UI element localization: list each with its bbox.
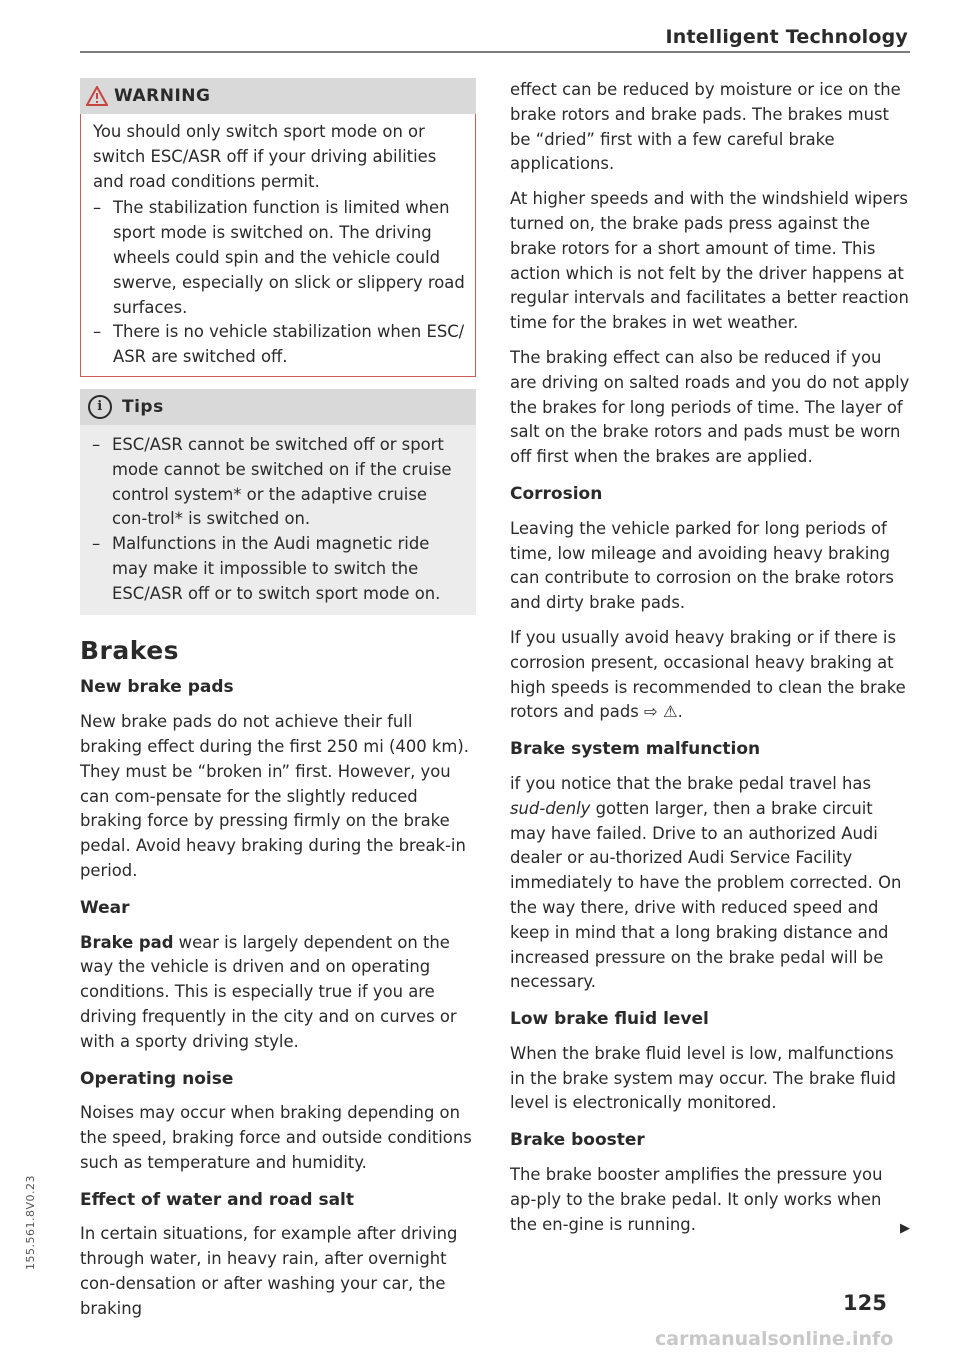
list-item: – There is no vehicle stabilization when ESC/ ASR are switched off. xyxy=(93,320,465,370)
right-column xyxy=(510,78,910,1247)
paragraph: When the brake fluid level is low, malfunctions in the brake system may occur. The brake fluid level is electronically monitored. xyxy=(510,1043,896,1113)
italic-term: sud-denly xyxy=(510,798,591,818)
watermark: carmanualsonline.info xyxy=(655,1328,894,1350)
warning-title: WARNING xyxy=(114,85,211,106)
section-title: Brakes xyxy=(80,635,180,665)
paragraph-text: gotten larger, then a brake circuit may have failed. Drive to an authorized Audi dealer or au-thorized Audi Service Facility immediately to have the problem corrected. On the way there, drive with reduced speed and keep in mind that a long braking distance and increased pressure on the brake pedal will be necessary. xyxy=(510,798,902,992)
bold-term: Brake pad xyxy=(80,932,174,952)
paragraph: At higher speeds and with the windshield wipers turned on, the brake pads press against the brake rotors for a short amount of time. This action which is not felt by the driver happens at regular intervals and facilitates a better reaction time for the brakes in wet weather. xyxy=(510,189,909,333)
tips-header xyxy=(80,389,476,425)
continue-arrow-icon: ▶ xyxy=(900,1220,910,1236)
side-code: 155.561.8V0.23 xyxy=(24,1175,37,1270)
subheading-wear: Wear xyxy=(80,897,130,918)
running-header: Intelligent Technology xyxy=(665,26,908,48)
paragraph xyxy=(510,772,910,995)
paragraph: effect can be reduced by moisture or ice on the brake rotors and brake pads. The brakes must be “dried” first with a few careful brake applications. xyxy=(510,80,901,174)
subheading-new-brake-pads: New brake pads xyxy=(80,677,234,698)
subheading-water-salt: Effect of water and road salt xyxy=(80,1189,354,1210)
paragraph-text: wear is largely dependent on the way the vehicle is driven and on operating conditions. This is especially true if you are driving frequently in the city and on curves or with a sporty driving style. xyxy=(80,932,457,1051)
info-icon: i xyxy=(88,395,112,419)
tips-list xyxy=(92,433,466,607)
paragraph-text: The brake booster amplifies the pressure you ap-ply to the brake pedal. It only works when the en-gine is running. xyxy=(510,1165,883,1234)
list-item: – ESC/ASR cannot be switched off or sport mode cannot be switched on if the cruise control system* or the adaptive cruise con-trol* is switched on. xyxy=(92,433,466,532)
warning-box xyxy=(80,78,476,377)
warning-body xyxy=(80,114,476,377)
list-item: – Malfunctions in the Audi magnetic ride may make it impossible to switch the ESC/ASR off or to switch sport mode on. xyxy=(92,532,466,606)
warning-triangle-icon xyxy=(86,86,108,106)
tips-box xyxy=(80,389,476,615)
subheading-corrosion: Corrosion xyxy=(510,483,603,504)
tips-body xyxy=(80,425,476,615)
paragraph: Noises may occur when braking depending on the speed, braking force and outside conditions such as temperature and humidity. xyxy=(80,1103,472,1172)
warning-header xyxy=(80,78,476,114)
header-rule xyxy=(80,51,910,53)
paragraph: If you usually avoid heavy braking or if there is corrosion present, occasional heavy braking at high speeds is recommended to clean the brake rotors and pads ⇨ ⚠. xyxy=(510,627,906,722)
paragraph xyxy=(510,1163,910,1237)
paragraph: Leaving the vehicle parked for long periods of time, low mileage and avoiding heavy braking can contribute to corrosion on the brake rotors and dirty brake pads. xyxy=(510,518,894,613)
tips-title: Tips xyxy=(122,396,164,417)
warning-list xyxy=(93,196,465,370)
paragraph-text: if you notice that the brake pedal travel has xyxy=(510,773,871,793)
subheading-brake-malfunction: Brake system malfunction xyxy=(510,739,761,760)
list-item: – The stabilization function is limited when sport mode is switched on. The driving wheels could spin and the vehicle could swerve, especially on slick or slippery road surfaces. xyxy=(93,196,465,320)
subheading-brake-booster: Brake booster xyxy=(510,1130,645,1151)
paragraph: In certain situations, for example after driving through water, in heavy rain, after overnight con-densation or after washing your car, the braking xyxy=(80,1224,458,1318)
subheading-operating-noise: Operating noise xyxy=(80,1068,234,1089)
paragraph: New brake pads do not achieve their full braking effect during the first 250 mi (400 km). They must be “broken in” first. However, you can com-pensate for the slightly reduced braking force by pressing firmly on the brake pedal. Avoid heavy braking during the break-in period. xyxy=(80,712,469,880)
paragraph: The braking effect can also be reduced if you are driving on salted roads and you do not apply the brakes for long periods of time. The layer of salt on the brake rotors and pads must be worn off first when the brakes are applied. xyxy=(510,347,910,467)
left-column xyxy=(80,78,476,1332)
warning-intro: You should only switch sport mode on or switch ESC/ASR off if your driving abilities and road conditions permit. xyxy=(93,122,437,191)
page-number: 125 xyxy=(843,1291,887,1315)
paragraph xyxy=(80,931,476,1055)
subheading-low-fluid: Low brake fluid level xyxy=(510,1009,709,1030)
